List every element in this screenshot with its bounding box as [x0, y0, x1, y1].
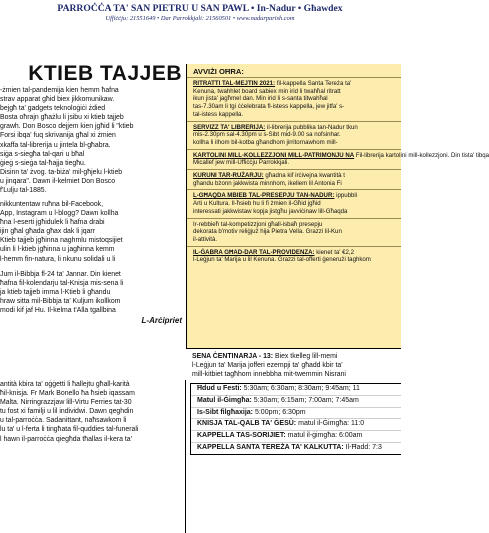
mass-times: matul il-Ġimgħa: 11:0 [298, 420, 365, 428]
article-body-part3 [0, 270, 182, 315]
notice-heading: IL-ĠABRA GĦAD-DAR TAL-PROVIDENZA: [193, 248, 315, 256]
mass-row [191, 443, 401, 454]
bulletin-header [0, 0, 400, 30]
article-line: Jum il-Bibbja fl-24 ta' Jannar. Din kienet [0, 271, 121, 278]
mass-row [191, 419, 401, 431]
article-line: f'Lulju tal-1885. [0, 187, 47, 195]
article-line: antità kbira ta' oġġetti li ħallejtu għall-karità [0, 381, 130, 388]
article-line: ħna l-eserti jgħidulek li ħafna drabi [0, 219, 105, 227]
mass-label: Is-Sibt filgħaxija: [197, 408, 254, 416]
notice-text: ikun jista' jagħmel dan. Min irid li s-santa titwahħal [193, 95, 328, 103]
centenary-line: l-Leġjun ta' Marija jofferi ezempji ta' għadd kbir ta' [192, 362, 343, 370]
mass-times-table [190, 383, 401, 455]
mass-times: 5:00pm; 6:30pm [254, 408, 306, 416]
notice-text: il-attività. [193, 235, 218, 243]
mass-row [191, 396, 401, 408]
mass-label: Matul il-Ġimgħa: [197, 396, 252, 404]
article-line: ja ktieb tajjeb imma l-Ktieb li għandu [0, 289, 111, 297]
article-line: Malta. Nirringrazzjaw lill-Virtu Ferries tat-30 [0, 399, 132, 407]
article-line: ulin li l-ktieb jgħinna u jagħinna kemm [0, 246, 115, 254]
notice-text: kollha li ilhom bil-kotba għandhom jirritornawhom mill- [193, 138, 338, 146]
article-line: siġa s-siegħa tal-qari u bħal [0, 150, 85, 158]
notice-text: Fil-librerija kartolini mill-kollezzjoni. Din tista' tibqa [355, 151, 489, 159]
notice-text: għandu bżonn jakkwista minnhom, ikellem lil Antonia Fi [193, 179, 342, 187]
notice-text: Micallef jew mill-Uffiċċju Parrokkjali. [193, 159, 290, 167]
article-line: hraw sitta mil-Bibbja ta' Kuljum ikollkom [0, 298, 121, 306]
article-body-part4 [0, 380, 182, 444]
mass-label: KAPPELLA TAS-SORIJIET: [197, 432, 286, 440]
notice-entry [187, 169, 401, 189]
mass-times: Il-Ħadd: 7:3 [345, 443, 382, 451]
article-line: lu ta' u l-ferta li tingħata fil-quddies tal-funerali [0, 426, 139, 434]
article-line: xkaffa tal-librerija u jintela bl-għabra. [0, 141, 111, 149]
notice-entry [187, 121, 401, 149]
notice-text: l-Leġjun ta' Marija u lil Kenuna. Grazzi tal-offerti ġenerużi taghkom [193, 256, 371, 264]
article-line: l hawn il-parroċċa qiegħda tħallas il-kera ta' [0, 435, 132, 443]
signature: L-Arċipriet [141, 316, 182, 325]
notice-entry [187, 218, 401, 246]
article-line: u jinqara". Dawn il-kelmiet Don Bosco [0, 177, 116, 185]
mass-row [191, 384, 401, 396]
article-line: ijin għal għada għax dak li jqarr [0, 228, 95, 236]
article-line: ħafna fil-kolendarju tal-Knisja mis-sena li [0, 280, 124, 288]
notice-text: tas-7.30am li tgi ċċelebrata fl-istess kappella, jew jitfa' s- [193, 103, 345, 111]
mass-times: 5:30am; 6:30am; 8:30am; 9:45am; 11 [243, 385, 360, 392]
notice-text: interessati jakkwistaw kopja jistgħu javviċinaw lill-Għaqda [193, 207, 348, 215]
column-divider [185, 380, 186, 533]
centenary-section [192, 352, 400, 379]
notice-entry [187, 246, 401, 266]
notices-box [186, 64, 489, 349]
parish-title: PARROĊĊA TA' SAN PIETRU U SAN PAWL • In-Nadur • Għawdex [57, 3, 343, 14]
article-line: Disinn ta' żvog. ta-biża' mil-għjelu l-ktieb [0, 168, 123, 176]
notices-title: AVVIŻI OĦRA: [193, 67, 244, 76]
mass-times: 5:30am; 6:15am; 7:00am; 7:45am [253, 396, 359, 404]
notice-text: mis-2.30pm sal-4.30pm u s-Sibt mid-9.00 sa nofsinhar. [193, 131, 341, 139]
article-line: ħil-knisja. Fr Mark Bonello ħa ħsieb iqassam [0, 390, 135, 398]
notice-heading: KARTOLINI MILL-KOLLEZZJONI MILL-PATRIMONJU NA [193, 151, 355, 159]
mass-row [191, 408, 401, 420]
article-line: ġieġ s-sieġa tal-ħajja tiegħu. [0, 159, 86, 167]
mass-label: Ħdud u Festi: [197, 385, 242, 392]
notice-text: tal-istess kappella. [193, 110, 244, 118]
notice-heading: KURUNI TAR-RUŻARJU: [193, 172, 264, 180]
mass-times: matul il-ġimgħa: 6:00am [287, 432, 363, 440]
mass-label: KNISJA TAL-QALB TA' ĠESÙ: [197, 420, 297, 428]
article-line: grawh. Don Bosco dejjem kien jgħid li "ktieb [0, 123, 134, 131]
article-line: bejgħ ta' gadgets teknoloġiċi żdied [0, 105, 106, 113]
article-body-part1 [0, 86, 182, 195]
mass-row [191, 431, 401, 443]
article-line: u tal-parroċċa. Sadanittant, naħsawkom li [0, 417, 127, 425]
notice-text: Arti u Kultura. Il-ħsieb hu li fi żmien il-Għid jgħid [193, 200, 321, 208]
notice-heading: RITRATTI TAL-MEJTIN 2021: [193, 80, 276, 87]
article-line: tu fost xi familji u lil individwi. Dawn qeghdin [0, 408, 134, 416]
article-line: App, Instagram u l-blogg? Dawn kollha [0, 210, 119, 218]
mass-label: KAPPELLA SANTA TEREŻA TA' KALKUTTA: [197, 443, 344, 451]
notice-text: il-librerija pubblika tan-Nadur tkun [267, 123, 358, 131]
notice-text: Kenuna, twahhlet board sabiex min irid li twahħal ritratt [193, 87, 341, 95]
notice-text: Ir-rebbieħ tal-kompetizzjoni għall-isbaħ presepju [193, 220, 323, 228]
notice-heading: L-GĦAQDA MBIEB TAL-PRESEPJU TAN-NADUR: [193, 192, 335, 200]
notice-text: dekorata b'motiv reliġjuż hija Pietra Vella. Grazzi lil-Kun [193, 228, 342, 236]
article-line: Bosta oħrajn għażlu li jsibu xi ktieb tajjeb [0, 114, 124, 122]
notice-text: kienet ta' €2,2 [316, 248, 354, 256]
article-line: nikkuntentaw ruħna bil-Facebook, [0, 201, 104, 208]
article-line: Forsi ibqa' fuq skrivanija għal xi żmien [0, 132, 116, 140]
notice-text: għadna kif irċivejna kwantità t [265, 172, 345, 180]
article-line: modi kif jaf Hu. Il-kelma t'Alla tgallbina [0, 307, 116, 315]
parish-contacts: Uffiċċju: 21551649 • Dar Parrokkjali: 21560501 • www.nadurparish.com [105, 15, 295, 22]
notice-text: ippubbli [336, 192, 358, 200]
article-title: KTIEB TAJJEB [28, 62, 182, 85]
article-line: Ktieb tajjeb jgħinna naghmlu mistoqsijiet [0, 237, 123, 245]
centenary-line: mill-kitbiet tagħhom innebbha mit-twemmin Nisrani [192, 371, 346, 379]
notice-heading: SERVIZZ TA' LIBRERIJA: [193, 123, 266, 131]
article-body-part2 [0, 200, 182, 264]
notice-entry [187, 189, 401, 217]
notice-text: fil-kappella Santa Tereża ta' [276, 80, 352, 87]
article-line: l-hemm fin-natura, li nkunu solidali u li [0, 255, 116, 263]
article-line: strav apparat għid biex jikkomunikaw. [0, 96, 115, 104]
centenary-line: Biex tkelleg lill-memi [274, 353, 338, 360]
centenary-heading: SENA ĊENTINARJA - 13: [192, 353, 274, 360]
notice-entry [187, 77, 401, 121]
notice-entry [187, 149, 489, 169]
article-line: -żmien tal-pandemija kien hemm ħafna [0, 87, 119, 94]
